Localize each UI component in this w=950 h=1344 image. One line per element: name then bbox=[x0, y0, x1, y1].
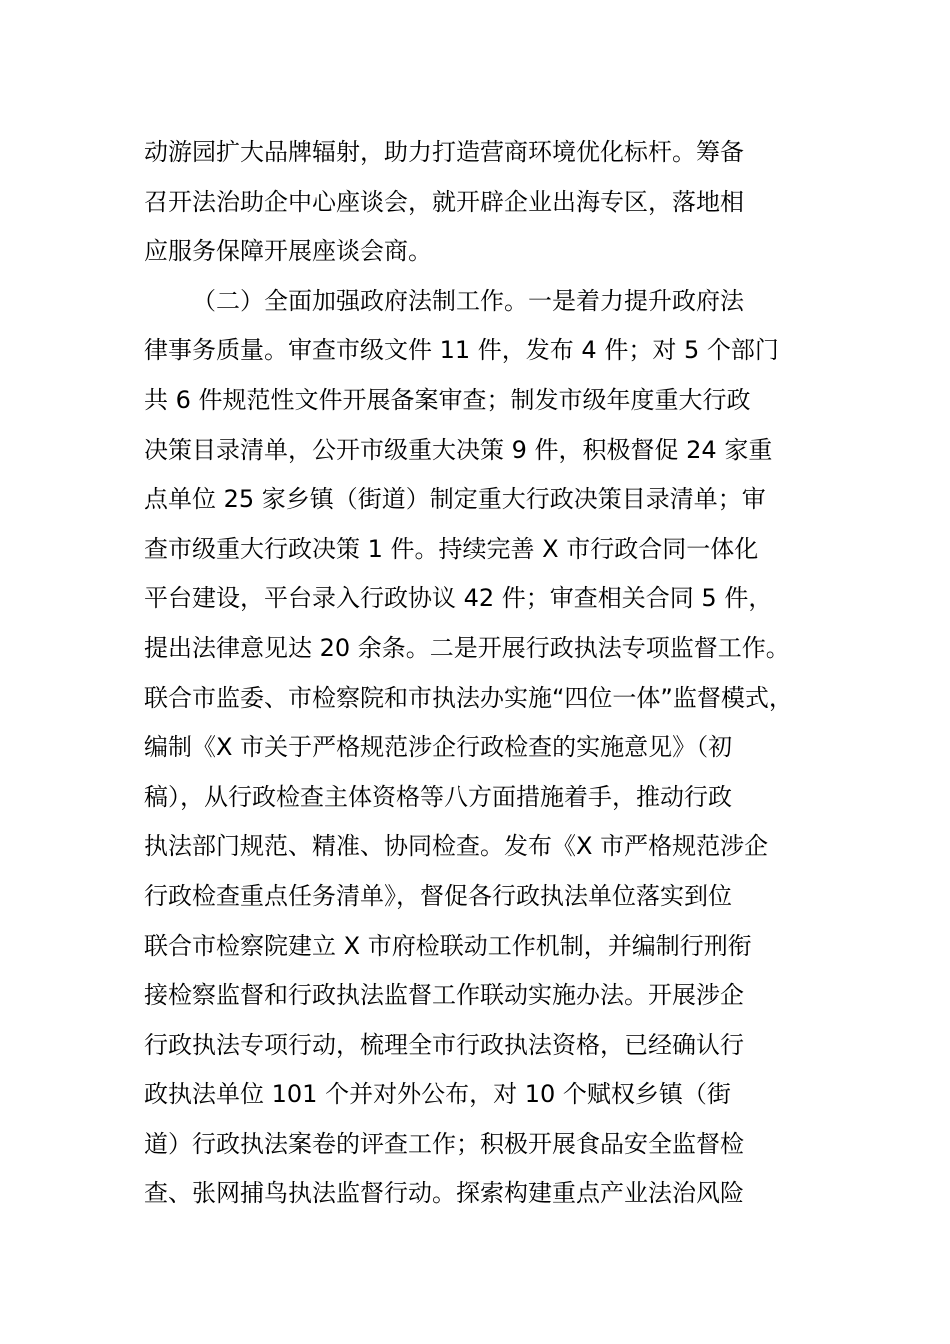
text-line: 律事务质量。审查市级文件 11 件，发布 4 件；对 5 个部门 bbox=[144, 336, 779, 365]
text-line: 动游园扩大品牌辐射，助力打造营商环境优化标杆。筹备 bbox=[144, 138, 744, 166]
section-heading-line: （二）全面加强政府法制工作。一是着力提升政府法 bbox=[192, 286, 744, 315]
text-line: 联合市监委、市检察院和市执法办实施“四位一体”监督模式， bbox=[144, 683, 793, 712]
text-line: 编制《X 市关于严格规范涉企行政检查的实施意见》（初 bbox=[144, 733, 733, 762]
text-line: 接检察监督和行政执法监督工作联动实施办法。开展涉企 bbox=[144, 981, 744, 1010]
body-text bbox=[144, 128, 844, 1219]
text-line: 道）行政执法案卷的评查工作；积极开展食品安全监督检 bbox=[144, 1129, 744, 1158]
text-line: 平台建设，平台录入行政协议 42 件；审查相关合同 5 件， bbox=[144, 584, 773, 613]
text-line: 联合市检察院建立 X 市府检联动工作机制，并编制行刑衔 bbox=[144, 931, 752, 960]
text-line: 共 6 件规范性文件开展备案审查；制发市级年度重大行政 bbox=[144, 385, 751, 414]
text-line: 行政执法专项行动，梳理全市行政执法资格，已经确认行 bbox=[144, 1030, 744, 1059]
text-line: 应服务保障开展座谈会商。 bbox=[144, 237, 432, 266]
text-line: 查市级重大行政决策 1 件。持续完善 X 市行政合同一体化 bbox=[144, 534, 759, 563]
text-line: 点单位 25 家乡镇（街道）制定重大行政决策目录清单；审 bbox=[144, 485, 766, 514]
text-line: 召开法治助企中心座谈会，就开辟企业出海专区，落地相 bbox=[144, 187, 744, 216]
text-line: 查、张网捕鸟执法监督行动。探索构建重点产业法治风险 bbox=[144, 1179, 744, 1208]
text-line: 行政检查重点任务清单》，督促各行政执法单位落实到位 bbox=[144, 881, 732, 910]
text-line: 决策目录清单，公开市级重大决策 9 件，积极督促 24 家重 bbox=[144, 435, 773, 464]
text-line: 政执法单位 101 个并对外公布，对 10 个赋权乡镇（街 bbox=[144, 1080, 731, 1109]
text-line: 稿），从行政检查主体资格等八方面措施着手，推动行政 bbox=[144, 782, 732, 811]
text-line: 执法部门规范、精准、协同检查。发布《X 市严格规范涉企 bbox=[144, 832, 769, 861]
text-line: 提出法律意见达 20 余条。二是开展行政执法专项监督工作。 bbox=[144, 633, 790, 662]
